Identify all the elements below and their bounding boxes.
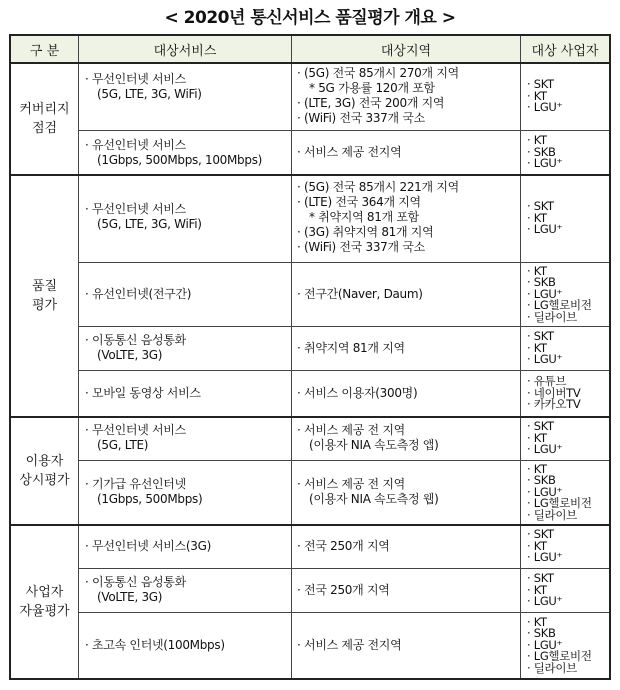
region-cell bbox=[297, 539, 390, 554]
service-name: · 이동통신 음성통화 bbox=[85, 575, 186, 589]
region-cell bbox=[297, 341, 405, 356]
service-name: · 초고속 인터넷(100Mbps) bbox=[85, 638, 225, 652]
service-name: · 모바일 동영상 서비스 bbox=[85, 386, 201, 400]
service-name: · 유선인터넷 서비스 bbox=[85, 138, 186, 152]
category-label: 이용자 bbox=[25, 453, 64, 469]
operator-cell bbox=[521, 525, 615, 568]
operator-item: · SKT bbox=[527, 419, 554, 434]
operator-item: · SKB bbox=[527, 626, 556, 641]
document-title: < 2020년 통신서비스 품질평가 개요 > bbox=[164, 8, 456, 28]
operator-item: · LGU⁺ bbox=[527, 442, 563, 457]
operator-cell bbox=[521, 569, 615, 612]
region-cell bbox=[297, 638, 401, 653]
operator-cell bbox=[521, 327, 615, 370]
operator-item: · SKT bbox=[527, 527, 554, 542]
region-line: · 전국 250개 지역 bbox=[297, 539, 390, 553]
operator-cell bbox=[521, 371, 615, 416]
service-cell bbox=[85, 333, 186, 363]
column-divider bbox=[78, 36, 79, 678]
category-coverage bbox=[11, 63, 78, 174]
category-label: 점검 bbox=[31, 120, 58, 136]
service-detail: (5G, LTE, 3G, WiFi) bbox=[97, 217, 202, 231]
operator-item: · 카카오TV bbox=[527, 397, 581, 412]
operator-item: · 딜라이브 bbox=[527, 507, 577, 522]
operator-item: · KT bbox=[527, 263, 547, 278]
operator-item: · SKT bbox=[527, 199, 554, 214]
service-detail: (1Gbps, 500Mbps) bbox=[97, 492, 203, 506]
group-divider bbox=[11, 416, 609, 418]
service-cell bbox=[85, 138, 262, 168]
region-line: · (WiFi) 전국 337개 국소 bbox=[297, 240, 425, 254]
operator-item: · LGU⁺ bbox=[527, 156, 563, 171]
operator-item: · LGU⁺ bbox=[527, 352, 563, 367]
region-cell bbox=[297, 287, 423, 302]
category-quality bbox=[11, 175, 78, 416]
header-category: 구 분 bbox=[11, 36, 78, 62]
region-line: · 취약지역 81개 지역 bbox=[297, 341, 405, 355]
operator-item: · SKT bbox=[527, 571, 554, 586]
operator-item: · KT bbox=[527, 538, 547, 553]
operator-item: · LG헬로비전 bbox=[527, 298, 592, 313]
operator-item: · KT bbox=[527, 430, 547, 445]
service-cell bbox=[85, 477, 202, 507]
region-cell bbox=[297, 180, 459, 255]
service-cell bbox=[85, 575, 186, 605]
service-detail: (VoLTE, 3G) bbox=[97, 348, 163, 362]
region-cell bbox=[297, 477, 438, 507]
header-rule bbox=[11, 62, 609, 64]
operator-item: · SKB bbox=[527, 275, 556, 290]
region-line: (이용자 NIA 속도측정 웹) bbox=[309, 492, 439, 506]
operator-item: · KT bbox=[527, 210, 547, 225]
operator-item: · 네이버TV bbox=[527, 385, 581, 400]
service-detail: (5G, LTE) bbox=[97, 438, 149, 452]
operator-item: · LG헬로비전 bbox=[527, 649, 592, 664]
category-user-evaluation bbox=[11, 417, 78, 524]
column-divider bbox=[291, 36, 292, 678]
operator-item: · KT bbox=[527, 614, 547, 629]
category-label: 품질 bbox=[31, 278, 58, 294]
operator-item: · 딜라이브 bbox=[527, 309, 577, 324]
service-name: · 무선인터넷 서비스 bbox=[85, 202, 186, 216]
operator-cell bbox=[521, 175, 615, 262]
region-line: · (3G) 취약지역 81개 지역 bbox=[297, 225, 434, 239]
service-detail: (1Gbps, 500Mbps, 100Mbps) bbox=[97, 153, 263, 167]
region-cell bbox=[297, 145, 401, 160]
service-detail: (VoLTE, 3G) bbox=[97, 590, 163, 604]
region-line: · 서비스 이용자(300명) bbox=[297, 386, 418, 400]
operator-item: · KT bbox=[527, 340, 547, 355]
region-cell bbox=[297, 423, 438, 453]
operator-item: · KT bbox=[527, 88, 547, 103]
region-line: · 서비스 제공 전 지역 bbox=[297, 477, 405, 491]
group-divider bbox=[11, 174, 609, 176]
operator-item: · LGU⁺ bbox=[527, 222, 563, 237]
operator-item: · 유튜브 bbox=[527, 374, 567, 389]
service-cell bbox=[85, 423, 186, 453]
region-line: · 서비스 제공 전지역 bbox=[297, 638, 402, 652]
service-cell bbox=[85, 72, 202, 102]
operator-cell bbox=[521, 263, 615, 326]
service-detail: (5G, LTE, 3G, WiFi) bbox=[97, 87, 202, 101]
service-name: · 무선인터넷 서비스(3G) bbox=[85, 539, 211, 553]
region-cell bbox=[297, 583, 390, 598]
operator-item: · KT bbox=[527, 133, 547, 148]
header-operator: 대상 사업자 bbox=[521, 36, 609, 62]
operator-item: · LGU⁺ bbox=[527, 594, 563, 609]
service-cell bbox=[85, 202, 202, 232]
operator-item: · 딜라이브 bbox=[527, 660, 577, 675]
operator-item: · SKT bbox=[527, 77, 554, 92]
category-label: 평가 bbox=[31, 297, 58, 313]
operator-item: · SKB bbox=[527, 144, 556, 159]
service-name: · 기가급 유선인터넷 bbox=[85, 477, 186, 491]
category-label: 자율평가 bbox=[19, 603, 70, 619]
group-divider bbox=[11, 524, 609, 526]
region-line: · 전구간(Naver, Daum) bbox=[297, 287, 423, 301]
operator-item: · LGU⁺ bbox=[527, 550, 563, 565]
operator-cell bbox=[521, 131, 615, 174]
region-line: · (LTE, 3G) 전국 200개 지역 bbox=[297, 96, 445, 110]
region-line: · (5G) 전국 85개시 221개 지역 bbox=[297, 180, 459, 194]
operator-cell bbox=[521, 461, 615, 524]
operator-item: · LGU⁺ bbox=[527, 637, 563, 652]
operator-cell bbox=[521, 417, 615, 460]
header-service: 대상서비스 bbox=[79, 36, 291, 62]
service-name: · 이동통신 음성통화 bbox=[85, 333, 186, 347]
operator-item: · SKB bbox=[527, 473, 556, 488]
operator-item: · LGU⁺ bbox=[527, 484, 563, 499]
service-cell bbox=[85, 638, 225, 653]
operator-item: · LGU⁺ bbox=[527, 286, 563, 301]
region-line: · (LTE) 전국 364개 지역 bbox=[297, 195, 421, 209]
service-cell bbox=[85, 287, 191, 302]
region-line: * 5G 가용률 120개 포함 bbox=[309, 81, 435, 95]
category-label: 상시평가 bbox=[19, 472, 70, 488]
region-line: · (5G) 전국 85개시 270개 지역 bbox=[297, 66, 459, 80]
category-label: 커버리지 bbox=[19, 101, 70, 117]
region-line: * 취약지역 81개 포함 bbox=[309, 210, 419, 224]
service-cell bbox=[85, 539, 211, 554]
service-cell bbox=[85, 386, 201, 401]
operator-cell bbox=[521, 63, 615, 130]
operator-item: · SKT bbox=[527, 329, 554, 344]
operator-item: · LG헬로비전 bbox=[527, 496, 592, 511]
header-region: 대상지역 bbox=[292, 36, 520, 62]
region-line: · 서비스 제공 전지역 bbox=[297, 145, 402, 159]
region-line: · 서비스 제공 전 지역 bbox=[297, 423, 405, 437]
service-name: · 무선인터넷 서비스 bbox=[85, 423, 186, 437]
category-self-evaluation bbox=[11, 525, 78, 678]
region-line: · (WiFi) 전국 337개 국소 bbox=[297, 111, 425, 125]
region-cell bbox=[297, 386, 417, 401]
category-label: 사업자 bbox=[25, 584, 64, 600]
operator-item: · LGU⁺ bbox=[527, 100, 563, 115]
service-name: · 유선인터넷(전구간) bbox=[85, 287, 192, 301]
service-name: · 무선인터넷 서비스 bbox=[85, 72, 186, 86]
region-cell bbox=[297, 66, 459, 126]
region-line: · 전국 250개 지역 bbox=[297, 583, 390, 597]
operator-item: · KT bbox=[527, 582, 547, 597]
region-line: (이용자 NIA 속도측정 앱) bbox=[309, 438, 439, 452]
operator-item: · KT bbox=[527, 461, 547, 476]
operator-cell bbox=[521, 613, 615, 678]
